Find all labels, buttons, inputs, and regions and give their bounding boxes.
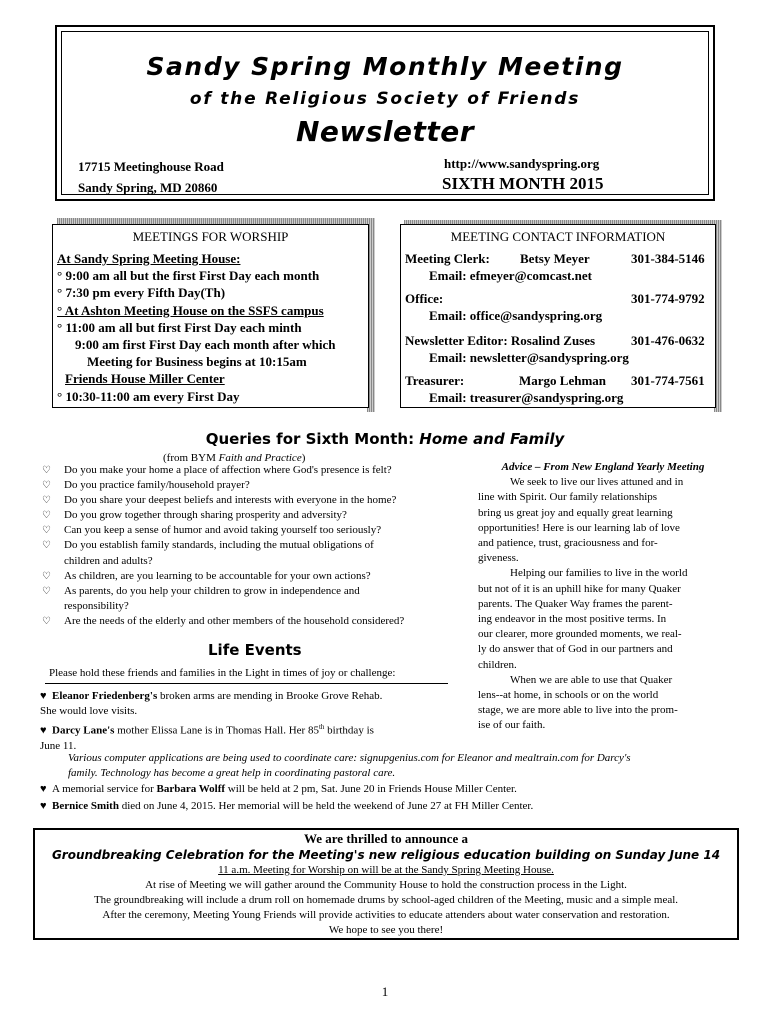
query-item-cont: children and adults?: [64, 554, 153, 567]
worship-line: At Sandy Spring Meeting House:: [57, 251, 241, 266]
queries-list: [42, 463, 405, 629]
heart-icon: ♡: [42, 465, 51, 476]
advice-line: opportunities! Here is our learning lab of love: [478, 521, 680, 534]
queries-source-title: Faith and Practice: [218, 452, 302, 464]
query-text: Can you keep a sense of humor and avoid taking yourself too seriously?: [64, 524, 382, 537]
heart-icon: ♡: [42, 510, 51, 522]
query-item: [42, 523, 404, 538]
advice-line: ly do answer that of God in our partners and: [478, 643, 673, 656]
event-text: birthday is: [324, 724, 374, 737]
office-label: Office:: [405, 291, 444, 306]
treasurer-label: Treasurer:: [405, 373, 465, 388]
care-note-line: Various computer applications are being used to coordinate care: signupgenius.com for Eleanor and mealtrain.com for Darcy's: [68, 752, 631, 764]
worship-line: ° 10:30-11:00 am every First Day: [57, 388, 240, 404]
worship-line: ° 9:00 am all but the first First Day each month: [57, 268, 320, 284]
contact-box: [400, 224, 716, 408]
masthead-subtitle: of the Religious Society of Friends: [189, 89, 581, 109]
page-number: 1: [381, 984, 389, 999]
query-text: As parents, do you help your children to grow in independence and: [64, 584, 360, 597]
advice-line: bring us great joy and equally great learning: [478, 506, 673, 519]
advice-title: Advice – From New England Yearly Meeting: [501, 461, 705, 473]
treasurer-email[interactable]: Email: treasurer@sandyspring.org: [429, 390, 624, 405]
query-item: [42, 508, 404, 523]
announce-line: 11 a.m. Meeting for Worship on will be at the Sandy Spring Meeting House.: [218, 864, 554, 876]
heart-bullet-icon: ♥: [40, 724, 47, 737]
advice-line: line with Spirit. Our family relationships: [478, 491, 658, 504]
queries-source-post: ): [301, 452, 306, 464]
editor-phone: 301-476-0632: [631, 333, 705, 348]
heart-icon: ♡: [42, 495, 51, 507]
editor-label: Newsletter Editor: Rosalind Zuses: [405, 333, 596, 348]
worship-line: Friends House Miller Center: [65, 371, 225, 387]
query-item: [42, 478, 404, 493]
announce-line: We hope to see you there!: [328, 924, 444, 936]
heart-bullet-icon: ♥: [40, 800, 47, 812]
query-item: [42, 614, 405, 629]
query-text: Do you practice family/household prayer?: [64, 479, 250, 492]
event-text: will be held at 2 pm, Sat. June 20 in Friends House Miller Center.: [225, 783, 517, 795]
event-text: mother Elissa Lane is in Thomas Hall. Her 85: [114, 724, 319, 737]
life-event-4: [40, 799, 533, 814]
query-item: [42, 584, 404, 599]
advice-column: [478, 460, 728, 734]
life-event-1: [40, 689, 470, 719]
masthead: [55, 25, 715, 201]
queries-heading-topic: Home and Family: [419, 430, 565, 448]
address: [78, 156, 224, 198]
worship-box: [52, 224, 369, 408]
care-note-line: family. Technology has become a great help in coordinating pastoral care.: [68, 767, 396, 779]
heart-bullet-icon: ♥: [40, 690, 47, 702]
life-event-3: [40, 782, 517, 797]
life-event-2: [40, 720, 470, 754]
masthead-title: Sandy Spring Monthly Meeting: [146, 52, 624, 81]
care-note: [68, 751, 631, 781]
heart-icon: ♡: [42, 585, 51, 597]
query-item: [42, 538, 404, 553]
clerk-name: Betsy Meyer: [520, 251, 590, 266]
worship-line: Meeting for Business begins at 10:15am: [87, 354, 307, 370]
advice-line: parents. The Quaker Way frames the parent-: [478, 597, 673, 610]
advice-line: When we are able to use that Quaker: [510, 673, 673, 686]
advice-line: but not of it is an uphill hike for many Quaker: [478, 582, 681, 595]
queries-heading: [0, 430, 770, 448]
announce-lead: We are thrilled to announce a: [303, 831, 469, 846]
address-line-2: Sandy Spring, MD 20860: [78, 180, 218, 195]
newsletter-title: Newsletter: [295, 115, 475, 148]
address-line-1: 17715 Meetinghouse Road: [78, 159, 224, 174]
query-item-cont: responsibility?: [64, 599, 129, 612]
worship-line: 9:00 am first First Day each month after which: [75, 337, 336, 353]
advice-line: children.: [478, 658, 517, 671]
event-person: Eleanor Friedenberg's: [52, 690, 158, 702]
editor-email[interactable]: Email: newsletter@sandyspring.org: [429, 350, 629, 365]
query-item: [42, 493, 404, 508]
event-text: broken arms are mending in Brooke Grove Rehab.: [157, 690, 383, 702]
treasurer-phone: 301-774-7561: [631, 373, 705, 388]
event-sup: th: [318, 723, 325, 731]
query-text: Do you establish family standards, including the mutual obligations of: [64, 539, 374, 552]
issue-month: SIXTH MONTH 2015: [442, 174, 604, 193]
announce-line: At rise of Meeting we will gather around the Community House to hold the construction process in the Light.: [145, 879, 627, 891]
query-text: Are the needs of the elderly and other members of the household considered?: [64, 614, 405, 627]
worship-line: ° At Ashton Meeting House on the SSFS campus: [57, 302, 324, 318]
query-text: As children, are you learning to be accountable for your own actions?: [64, 569, 371, 582]
clerk-email[interactable]: Email: efmeyer@comcast.net: [429, 268, 592, 283]
event-text: June 11.: [40, 739, 77, 752]
advice-line: stage, we are more able to live into the prom-: [478, 704, 678, 717]
office-email[interactable]: Email: office@sandyspring.org: [429, 308, 603, 323]
heart-bullet-icon: ♥: [40, 783, 47, 795]
announce-line: After the ceremony, Meeting Young Friends will provide activities to educate attenders about water conservation and restoration.: [102, 909, 670, 921]
advice-line: We seek to live our lives attuned and in: [510, 476, 684, 489]
life-events-rule: [45, 683, 448, 684]
queries-heading-text: Queries for Sixth Month:: [205, 430, 420, 448]
advice-line: and patience, trust, graciousness and for-: [478, 537, 658, 550]
life-events-intro: Please hold these friends and families in the Light in times of joy or challenge:: [49, 667, 396, 679]
worship-line: ° 11:00 am all but first First Day each minth: [57, 319, 302, 335]
clerk-phone: 301-384-5146: [631, 251, 705, 266]
worship-header: MEETINGS FOR WORSHIP: [132, 229, 289, 244]
heart-icon: ♡: [42, 480, 51, 492]
query-text: Do you grow together through sharing prosperity and adversity?: [64, 509, 347, 522]
heart-icon: ♡: [42, 615, 51, 627]
worship-list: [57, 250, 335, 405]
heart-icon: ♡: [42, 525, 51, 537]
heart-icon: ♡: [42, 570, 51, 582]
masthead-inner-border: [61, 31, 709, 195]
queries-source-pre: (from BYM: [163, 452, 219, 464]
advice-line: ing endeavor in the most positive terms. In: [478, 613, 667, 626]
advice-line: our clearer, more grounded moments, we real-: [478, 628, 682, 641]
life-events-heading: Life Events: [208, 641, 302, 659]
query-text: Do you share your deepest beliefs and interests with everyone in the home?: [64, 494, 397, 507]
contact-header: MEETING CONTACT INFORMATION: [450, 229, 666, 244]
query-text: Do you make your home a place of affection where God's presence is felt?: [64, 464, 392, 476]
website-link[interactable]: http://www.sandyspring.org: [444, 156, 600, 171]
event-text: She would love visits.: [40, 705, 138, 717]
announce-headline: Groundbreaking Celebration for the Meeting's new religious education building on Sunday June 14: [51, 848, 721, 862]
advice-line: lens--at home, in schools or on the world: [478, 689, 659, 702]
query-item: [42, 569, 404, 584]
advice-line: giveness.: [478, 552, 519, 565]
announcement-box: [33, 828, 739, 940]
announce-line: The groundbreaking will include a drum roll on homemade drums by school-aged children of the Meeting, music and a simple meal.: [93, 894, 679, 906]
advice-line: ise of our faith.: [478, 719, 546, 732]
clerk-label: Meeting Clerk:: [405, 251, 490, 266]
treasurer-name: Margo Lehman: [519, 373, 607, 388]
advice-line: Helping our families to live in the world: [510, 567, 688, 580]
worship-line: ° 7:30 pm every Fifth Day(Th): [57, 285, 226, 301]
event-text: A memorial service for: [52, 783, 157, 795]
event-text: died on June 4, 2015. Her memorial will be held the weekend of June 27 at FH Miller Center.: [118, 800, 534, 812]
heart-icon: ♡: [42, 540, 51, 552]
query-item: [42, 463, 404, 478]
event-person: Bernice Smith: [52, 800, 119, 812]
event-person: Darcy Lane's: [52, 724, 115, 737]
office-phone: 301-774-9792: [631, 291, 705, 306]
event-person: Barbara Wolff: [156, 783, 226, 795]
